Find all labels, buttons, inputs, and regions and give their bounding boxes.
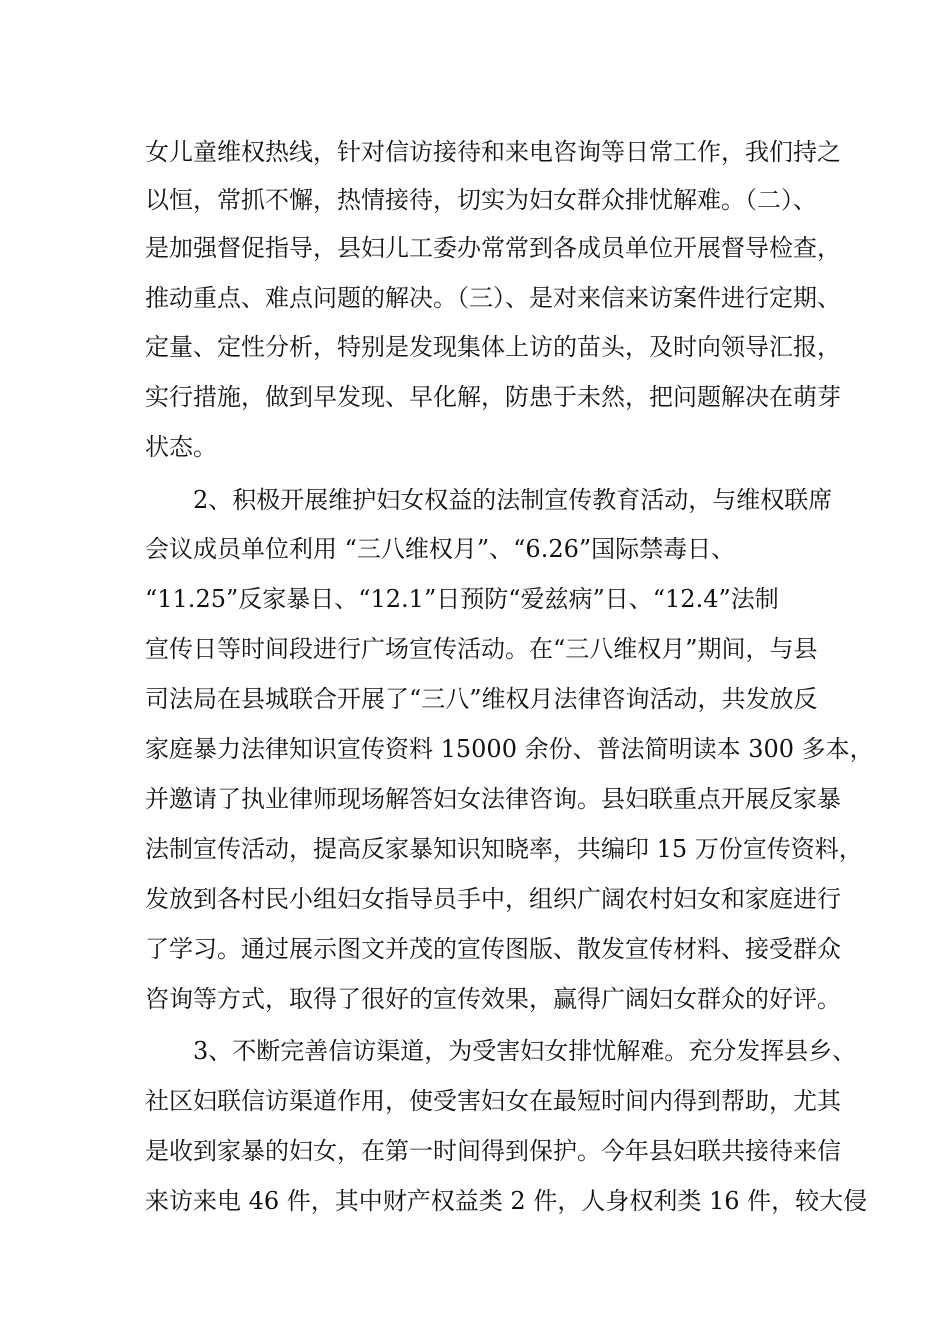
text-line: 发放到各村民小组妇女指导员手中，组织广阔农村妇女和家庭进行 (145, 885, 841, 913)
text-line: 了学习。通过展示图文并茂的宣传图版、散发宣传材料、接受群众 (145, 935, 841, 963)
paragraph-2-start: 2、积极开展维护妇女权益的法制宣传教育活动，与维权联席 (193, 486, 833, 514)
paragraph-3-start: 3、不断完善信访渠道，为受害妇女排忧解难。充分发挥县乡、 (193, 1037, 857, 1065)
text-line: 宣传日等时间段进行广场宣传活动。在“三八维权月”期间，与县 (145, 635, 818, 663)
text-line: 司法局在县城联合开展了“三八”维权月法律咨询活动，共发放反 (145, 685, 818, 713)
text-line: 社区妇联信访渠道作用，使受害妇女在最短时间内得到帮助，尤其 (145, 1087, 841, 1115)
text-line: 状态。 (145, 433, 217, 461)
text-line: 定量、定性分析，特别是发现集体上访的苗头，及时向领导汇报， (145, 333, 841, 361)
text-line: 推动重点、难点问题的解决。（三）、是对来信来访案件进行定期、 (145, 284, 841, 312)
text-line: 是加强督促指导，县妇儿工委办常常到各成员单位开展督导检查， (145, 234, 841, 262)
text-line: 会议成员单位利用 “三八维权月”、“6.26”国际禁毒日、 (145, 535, 736, 563)
text-line: 是收到家暴的妇女，在第一时间得到保护。今年县妇联共接待来信 (145, 1137, 841, 1165)
text-line: 咨询等方式，取得了很好的宣传效果，赢得广阔妇女群众的好评。 (145, 985, 841, 1013)
text-line: 家庭暴力法律知识宣传资料 15000 余份、普法简明读本 300 多本， (145, 735, 874, 763)
text-line: 实行措施，做到早发现、早化解，防患于未然，把问题解决在萌芽 (145, 383, 841, 411)
text-line: 来访来电 46 件，其中财产权益类 2 件，人身权利类 16 件，较大侵 (145, 1187, 868, 1215)
text-line: 法制宣传活动，提高反家暴知识知晓率，共编印 15 万份宣传资料， (145, 835, 863, 863)
text-line: 并邀请了执业律师现场解答妇女法律咨询。县妇联重点开展反家暴 (145, 785, 841, 813)
text-line: “11.25”反家暴日、“12.1”日预防“爱兹病”日、“12.4”法制 (145, 585, 779, 613)
text-line: 以恒，常抓不懈，热情接待，切实为妇女群众排忧解难。（二）、 (145, 186, 817, 214)
text-line: 女儿童维权热线，针对信访接待和来电咨询等日常工作，我们持之 (145, 138, 841, 166)
